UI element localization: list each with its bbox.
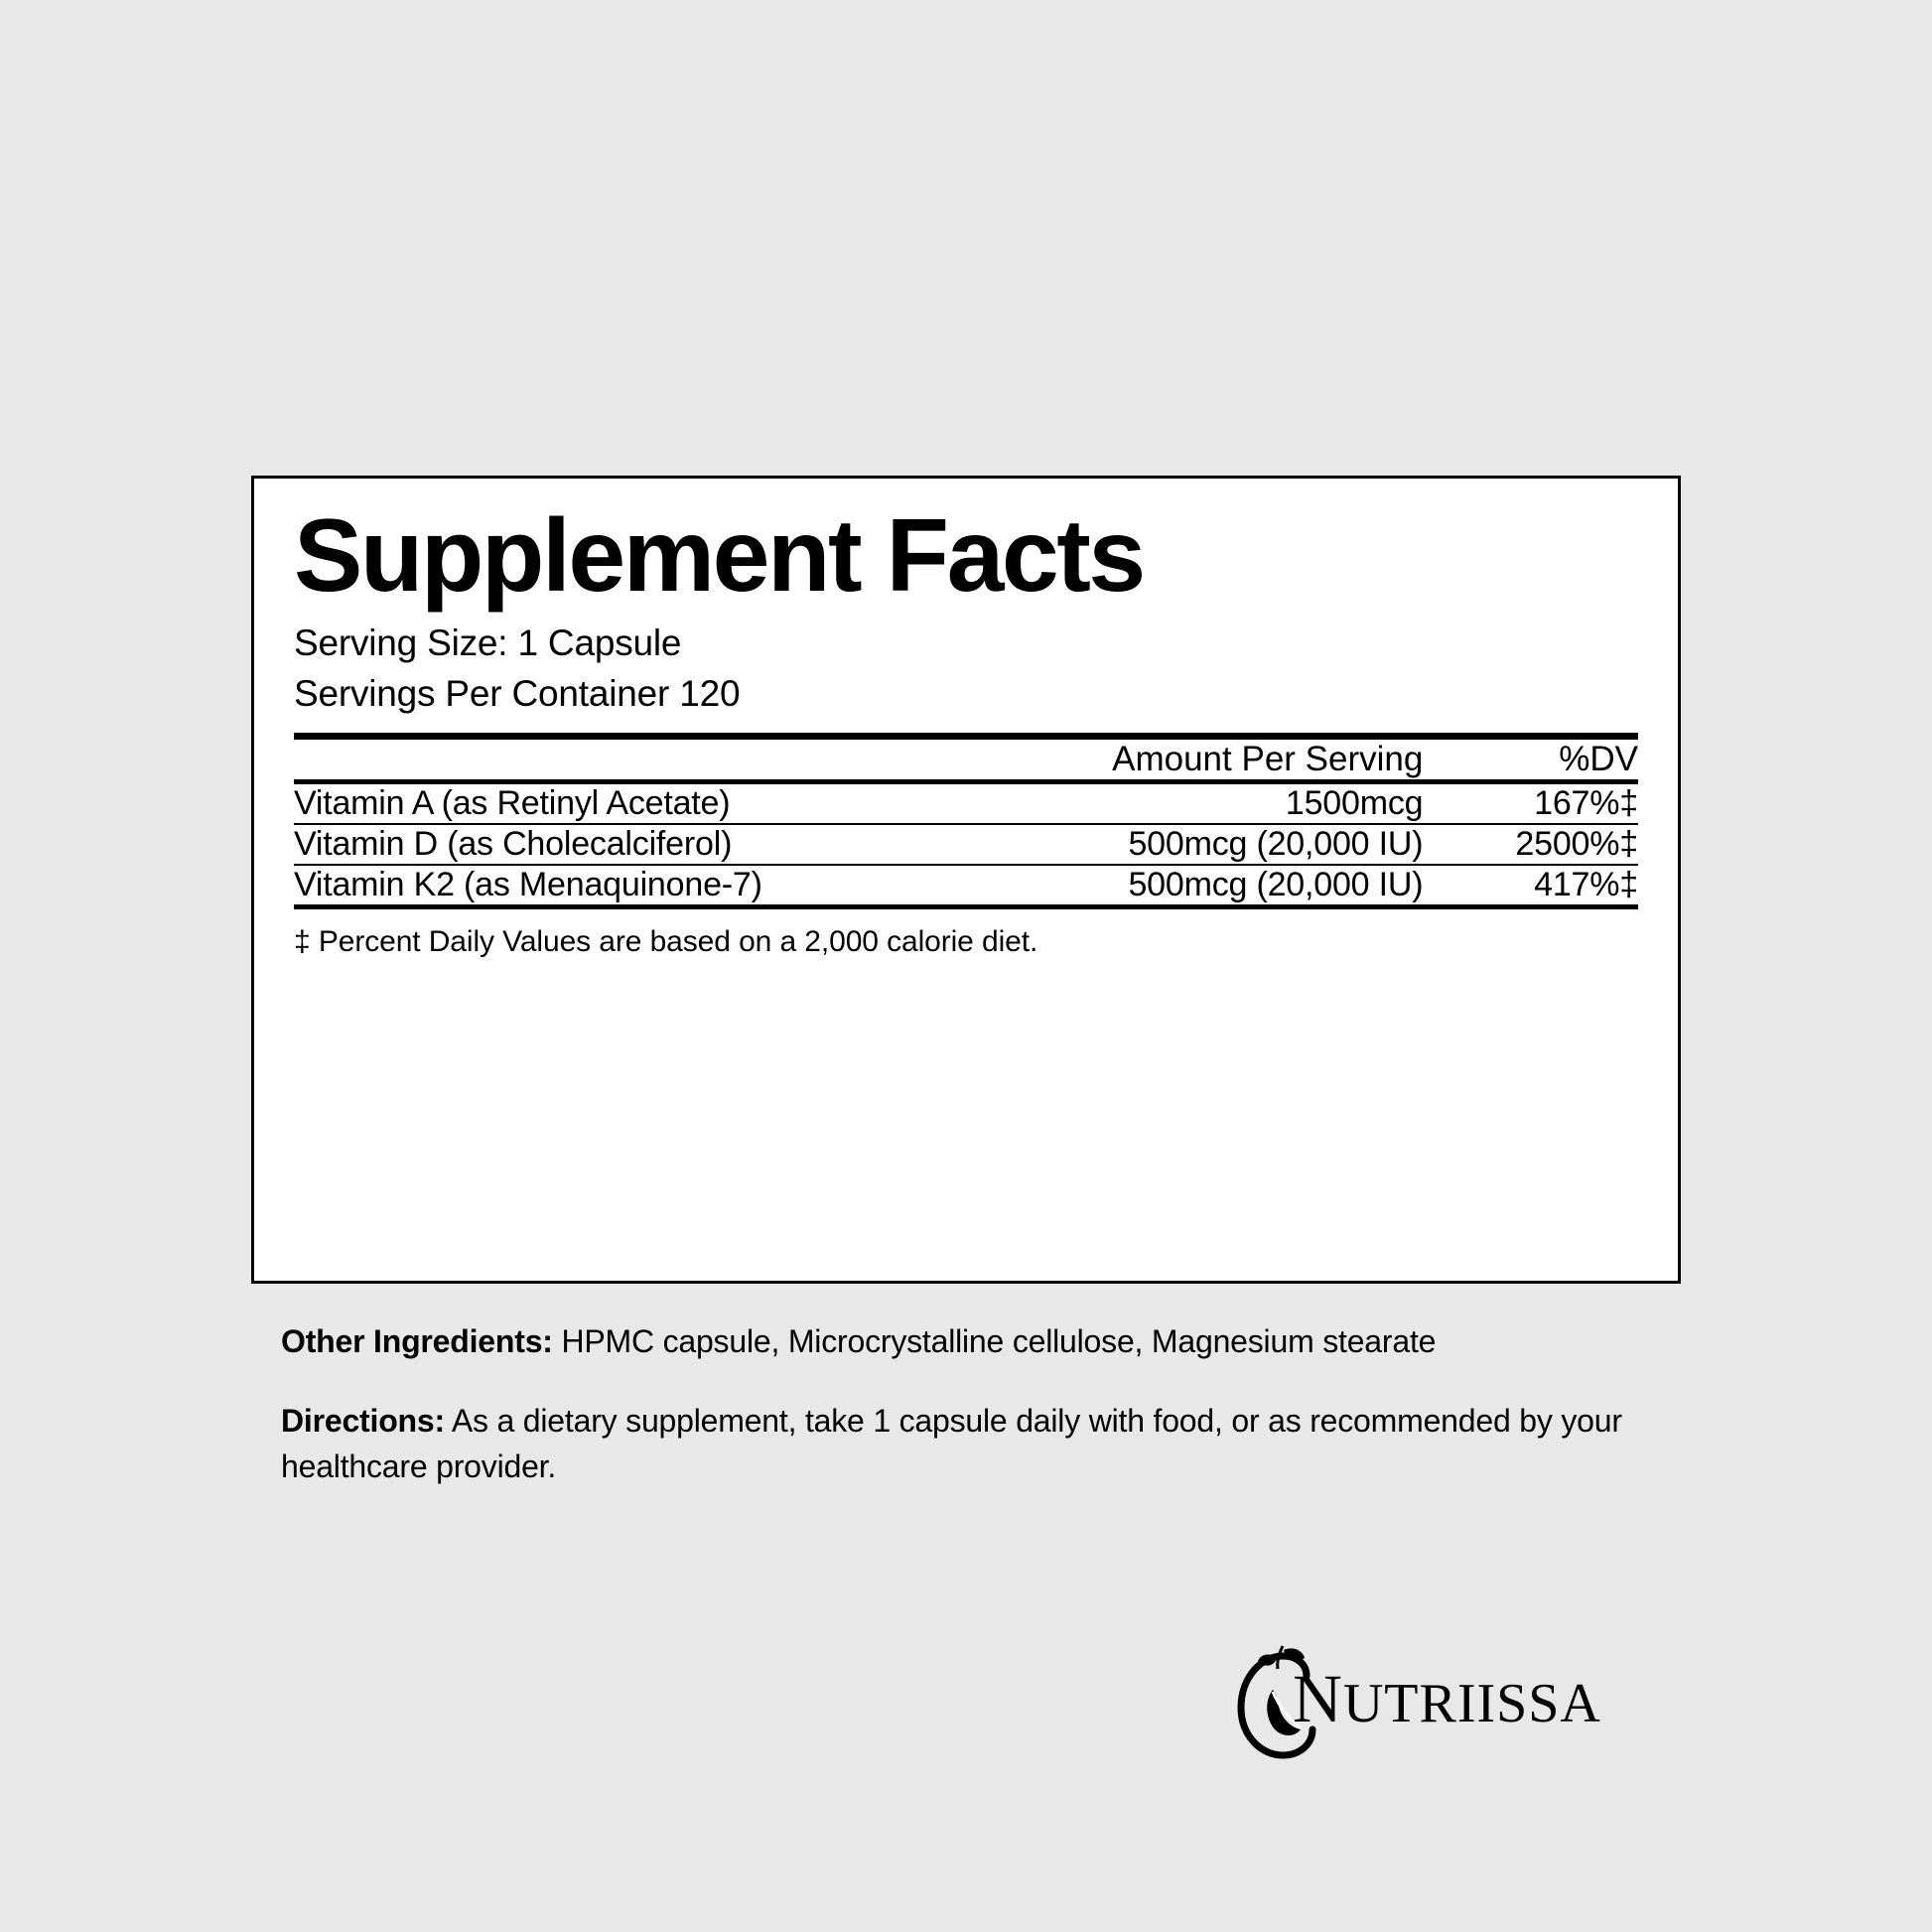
nutrient-dv: 417%‡	[1534, 866, 1638, 904]
supplement-facts-content	[294, 500, 1638, 959]
other-ingredients	[281, 1320, 1691, 1363]
serving-size: Serving Size: 1 Capsule	[294, 622, 682, 664]
nutrient-name: Vitamin D (as Cholecalciferol)	[294, 825, 733, 864]
directions	[281, 1399, 1691, 1489]
servings-per-container: Servings Per Container 120	[294, 673, 741, 715]
divider-thick-top	[294, 733, 1638, 740]
header-amount-per-serving: Amount Per Serving	[1112, 740, 1424, 779]
page-title: Supplement Facts	[294, 498, 1144, 614]
brand-name	[1293, 1660, 1601, 1738]
table-row	[294, 784, 1638, 823]
nutrition-table	[294, 740, 1638, 779]
nutrient-name: Vitamin K2 (as Menaquinone-7)	[294, 866, 762, 904]
brand-logo	[1221, 1638, 1678, 1777]
nutrient-dv: 2500%‡	[1515, 825, 1638, 864]
nutrient-dv: 167%‡	[1534, 784, 1638, 823]
brand-name-rest: UTRIISSA	[1342, 1673, 1601, 1734]
other-ingredients-text: HPMC capsule, Microcrystalline cellulose, Magnesium stearate	[552, 1323, 1437, 1359]
supplement-facts-panel	[251, 476, 1681, 1284]
brand-name-lead: N	[1293, 1661, 1343, 1736]
nutrition-rows	[294, 866, 1638, 904]
directions-label: Directions:	[281, 1403, 445, 1440]
nutrient-amount: 1500mcg	[1285, 784, 1424, 823]
header-percent-dv: %DV	[1559, 740, 1638, 779]
nutrient-name: Vitamin A (as Retinyl Acetate)	[294, 784, 731, 823]
daily-value-footnote: ‡ Percent Daily Values are based on a 2,000 calorie diet.	[294, 925, 1038, 959]
nutrition-rows	[294, 784, 1638, 823]
nutrition-rows	[294, 825, 1638, 864]
nutrient-amount: 500mcg (20,000 IU)	[1128, 866, 1424, 904]
nutrient-amount: 500mcg (20,000 IU)	[1128, 825, 1424, 864]
table-row	[294, 825, 1638, 864]
other-ingredients-label: Other Ingredients:	[281, 1323, 553, 1359]
table-row	[294, 866, 1638, 904]
table-header-row	[294, 740, 1638, 779]
header-blank	[294, 740, 912, 779]
directions-text: As a dietary supplement, take 1 capsule daily with food, or as recommended by your healthcare provider.	[281, 1403, 1622, 1484]
label-details	[281, 1320, 1691, 1489]
